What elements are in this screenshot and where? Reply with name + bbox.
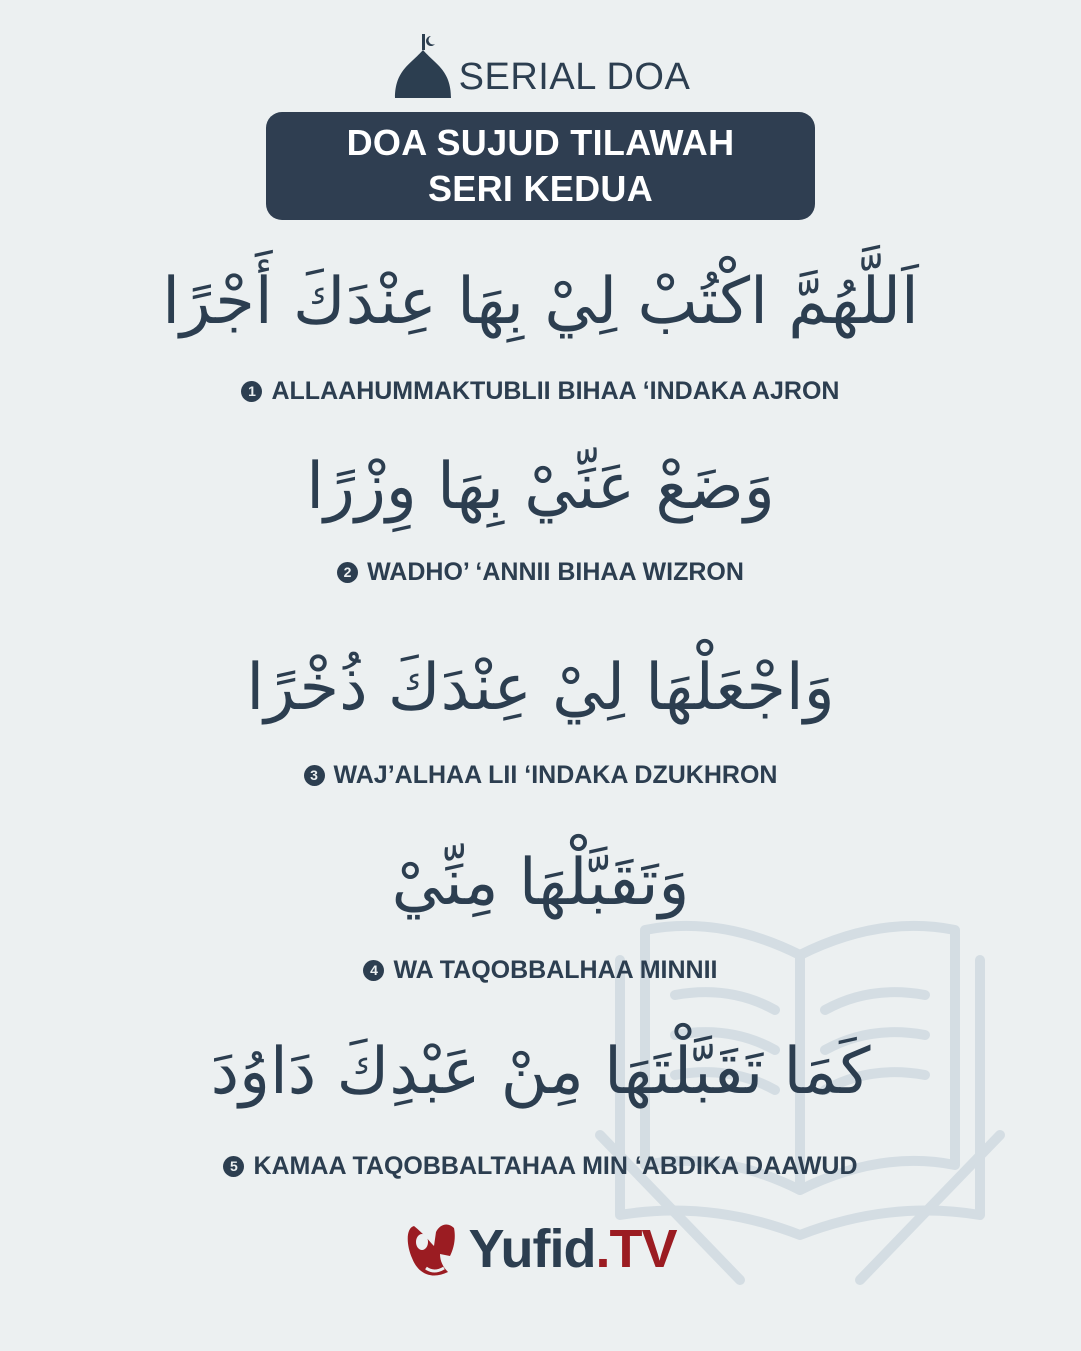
arabic-verse-4: وَتَقَبَّلْهَا مِنِّيْ	[391, 846, 690, 920]
arabic-verse-2: وَضَعْ عَنِّيْ بِهَا وِزْرًا	[306, 450, 775, 524]
latin-verse-5	[0, 1151, 1081, 1181]
yufid-logo-icon	[404, 1218, 466, 1280]
title-box	[266, 112, 815, 220]
latin-verse-3	[0, 760, 1081, 790]
latin-verse-4	[0, 955, 1081, 985]
latin-text-4: WA TAQOBBALHAA MINNII	[393, 956, 718, 984]
title-line-1: DOA SUJUD TILAWAH	[346, 122, 735, 163]
latin-text-3: WAJ’ALHAA LII ‘INDAKA DZUKHRON	[333, 761, 778, 789]
logo-suffix: .TV	[595, 1219, 677, 1279]
series-header	[0, 30, 1081, 100]
verse-number-1: 1	[241, 381, 262, 402]
latin-text-5: KAMAA TAQOBBALTAHAA MIN ‘ABDIKA DAAWUD	[253, 1152, 858, 1180]
latin-verse-1	[0, 376, 1081, 406]
yufid-tv-logo	[0, 1218, 1081, 1280]
verse-number-3: 3	[304, 765, 325, 786]
latin-verse-2	[0, 557, 1081, 587]
latin-text-2: WADHO’ ‘ANNII BIHAA WIZRON	[367, 558, 744, 586]
verse-number-5: 5	[223, 1156, 244, 1177]
arabic-verse-5: كَمَا تَقَبَّلْتَهَا مِنْ عَبْدِكَ دَاوُدَ	[210, 1035, 871, 1109]
latin-text-1: ALLAAHUMMAKTUBLII BIHAA ‘INDAKA AJRON	[271, 377, 840, 405]
series-label: SERIAL DOA	[458, 56, 691, 98]
logo-name: Yufid	[468, 1219, 596, 1279]
arabic-verse-1: اَللَّهُمَّ اكْتُبْ لِيْ بِهَا عِنْدَكَ أَجْرًا	[162, 265, 919, 339]
title-line-2: SERI KEDUA	[427, 168, 654, 209]
verse-number-2: 2	[337, 562, 358, 583]
mosque-dome-icon	[391, 30, 453, 100]
arabic-verse-3: وَاجْعَلْهَا لِيْ عِنْدَكَ ذُخْرًا	[246, 651, 835, 725]
verse-number-4: 4	[363, 960, 384, 981]
